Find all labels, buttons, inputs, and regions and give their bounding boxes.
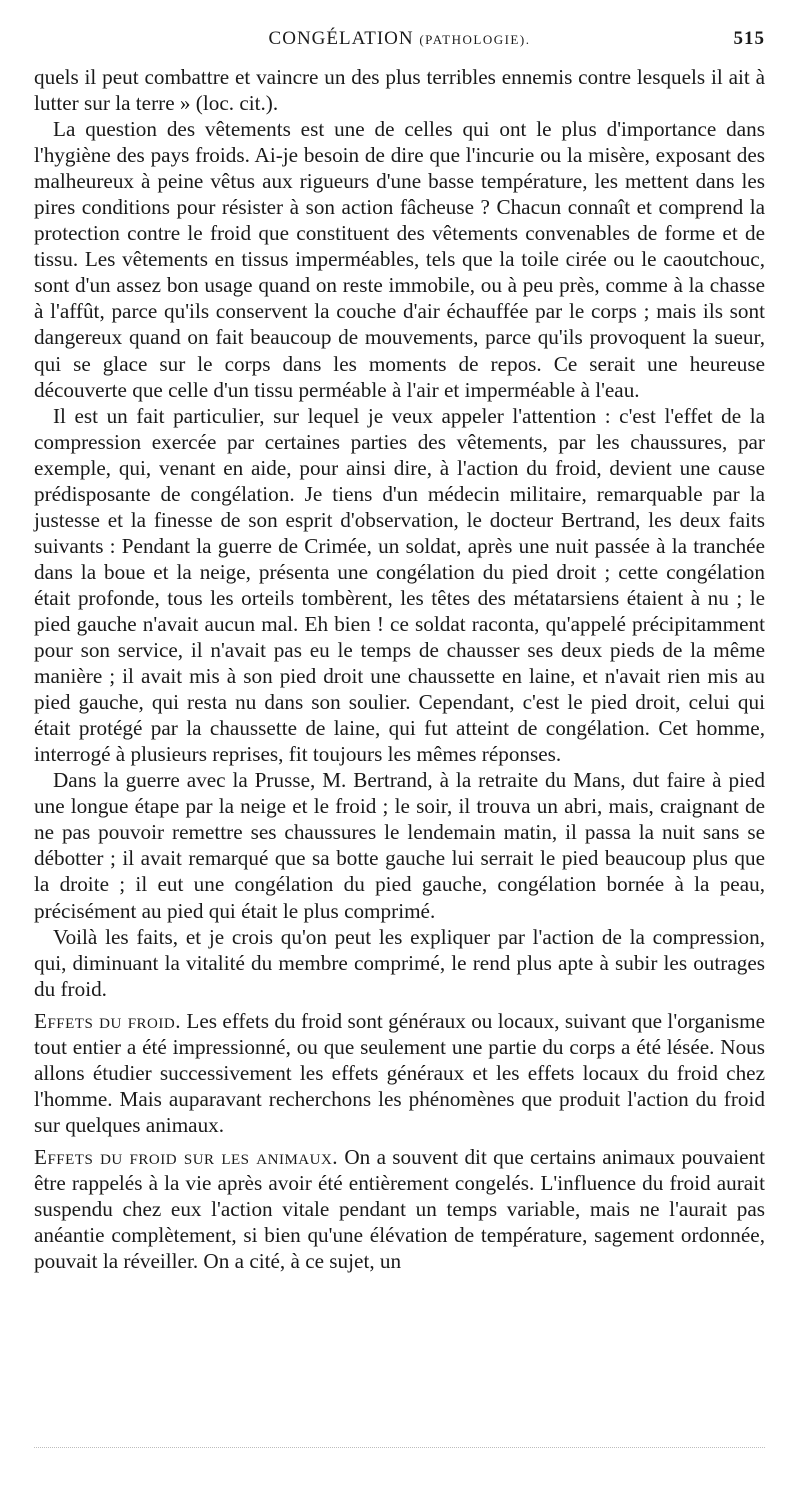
running-header	[34, 28, 765, 54]
body-text	[34, 64, 765, 1274]
section-effets-du-froid	[34, 1008, 765, 1138]
header-subtitle: (PATHOLOGIE).	[419, 32, 531, 47]
paragraph-explication: Voilà les faits, et je crois qu'on peut les expliquer par l'action de la compression, qui, diminuant la vitalité du membre comprimé, le rend plus apte à subir les outrages du froid.	[34, 924, 765, 1001]
header-title: CONGÉLATION	[268, 28, 414, 49]
document-page	[34, 28, 765, 1274]
section-text: Les effets du froid sont généraux ou locaux, suivant que l'organisme tout entier a été impressionné, ou que seulement une partie du corps a été lésée. Nous allons étudier successivement les effets généraux et les effets locaux du froid chez l'homme. Mais auparavant recherchons les phénomènes que produit l'action du froid sur quelques animaux.	[34, 1008, 766, 1137]
paragraph-prusse: Dans la guerre avec la Prusse, M. Bertrand, à la retraite du Mans, dut faire à pied une longue étape par la neige et le froid ; le soir, il trouva un abri, mais, craignant de ne pas pouvoir remettre ses chaussures le lendemain matin, il passa la nuit sans se débotter ; il avait remarqué que sa botte gauche lui serrait le pied beaucoup plus que la droite ; il eut une congélation du pied gauche, congélation bornée à la peau, précisément au pied qui était le plus comprimé.	[34, 768, 765, 923]
paragraph-compression: Il est un fait particulier, sur lequel je veux appeler l'attention : c'est l'effet de la compression exercée par certaines parties des vêtements, par les chaussures, par exemple, qui, venant en aide, pour ainsi dire, à l'action du froid, devient une cause prédisposante de congélation. Je tiens d'un médecin militaire, remarquable par la justesse et la finesse de son esprit d'observation, le docteur Bertrand, les deux faits suivants : Pendant la guerre de Crimée, un soldat, après une nuit passée à la tranchée dans la boue et la neige, présenta une congélation du pied droit ; cette congélation était profonde, tous les orteils tombèrent, les têtes des métatarsiens étaient à nu ; le pied gauche n'avait aucun mal. Eh bien ! ce soldat raconta, qu'appelé précipitamment pour son service, il n'avait pas eu le temps de chausser ses deux pieds de la même manière ; il avait mis à son pied droit une chaussette en laine, et n'avait rien mis au pied gauche, qui resta nu dans son soulier. Cependant, c'est le pied droit, celui qui était protégé par la chaussette de laine, qui fut atteint de congélation. Cet homme, interrogé à plusieurs reprises, fit toujours les mêmes réponses.	[34, 403, 765, 767]
section-heading: Effets du froid sur les animaux.	[34, 1144, 339, 1169]
section-effets-animaux	[34, 1144, 765, 1274]
paragraph-vetements: La question des vêtements est une de celles qui ont le plus d'importance dans l'hygiène des pays froids. Ai-je besoin de dire que l'incurie ou la misère, exposant des malheureux à peine vêtus aux rigueurs d'une basse température, les mettent dans les pires conditions pour résister à son action fâcheuse ? Chacun connaît et comprend la protection contre le froid que constituent des vêtements convenables de forme et de tissu. Les vêtements en tissus imperméables, tels que la toile cirée ou le caoutchouc, sont d'un assez bon usage quand on reste immobile, ou à peu près, comme à la chasse à l'affût, parce qu'ils conservent la couche d'air échauffée par le corps ; mais ils sont dangereux quand on fait beaucoup de mouvements, parce qu'ils provoquent la sueur, qui se glace sur le corps dans les moments de repos. Ce serait une heureuse découverte que celle d'un tissu perméable à l'air et imperméable à l'eau.	[34, 117, 765, 402]
footer-dotted-rule	[34, 1447, 765, 1448]
section-heading: Effets du froid.	[34, 1008, 182, 1033]
running-title	[34, 28, 765, 50]
page-number: 515	[733, 28, 765, 49]
section-text: On a souvent dit que certains animaux pouvaient être rappelés à la vie après avoir été entièrement congelés. L'influence du froid aurait suspendu chez eux l'action vitale pendant un temps variable, mais ne l'aurait pas anéantie complètement, si bien qu'une élévation de température, sagement ordonnée, pouvait la réveiller. On a cité, à ce sujet, un	[34, 1144, 765, 1274]
paragraph-continuation: quels il peut combattre et vaincre un des plus terribles ennemis contre lesquels il ait à lutter sur la terre » (loc. cit.).	[34, 65, 765, 116]
